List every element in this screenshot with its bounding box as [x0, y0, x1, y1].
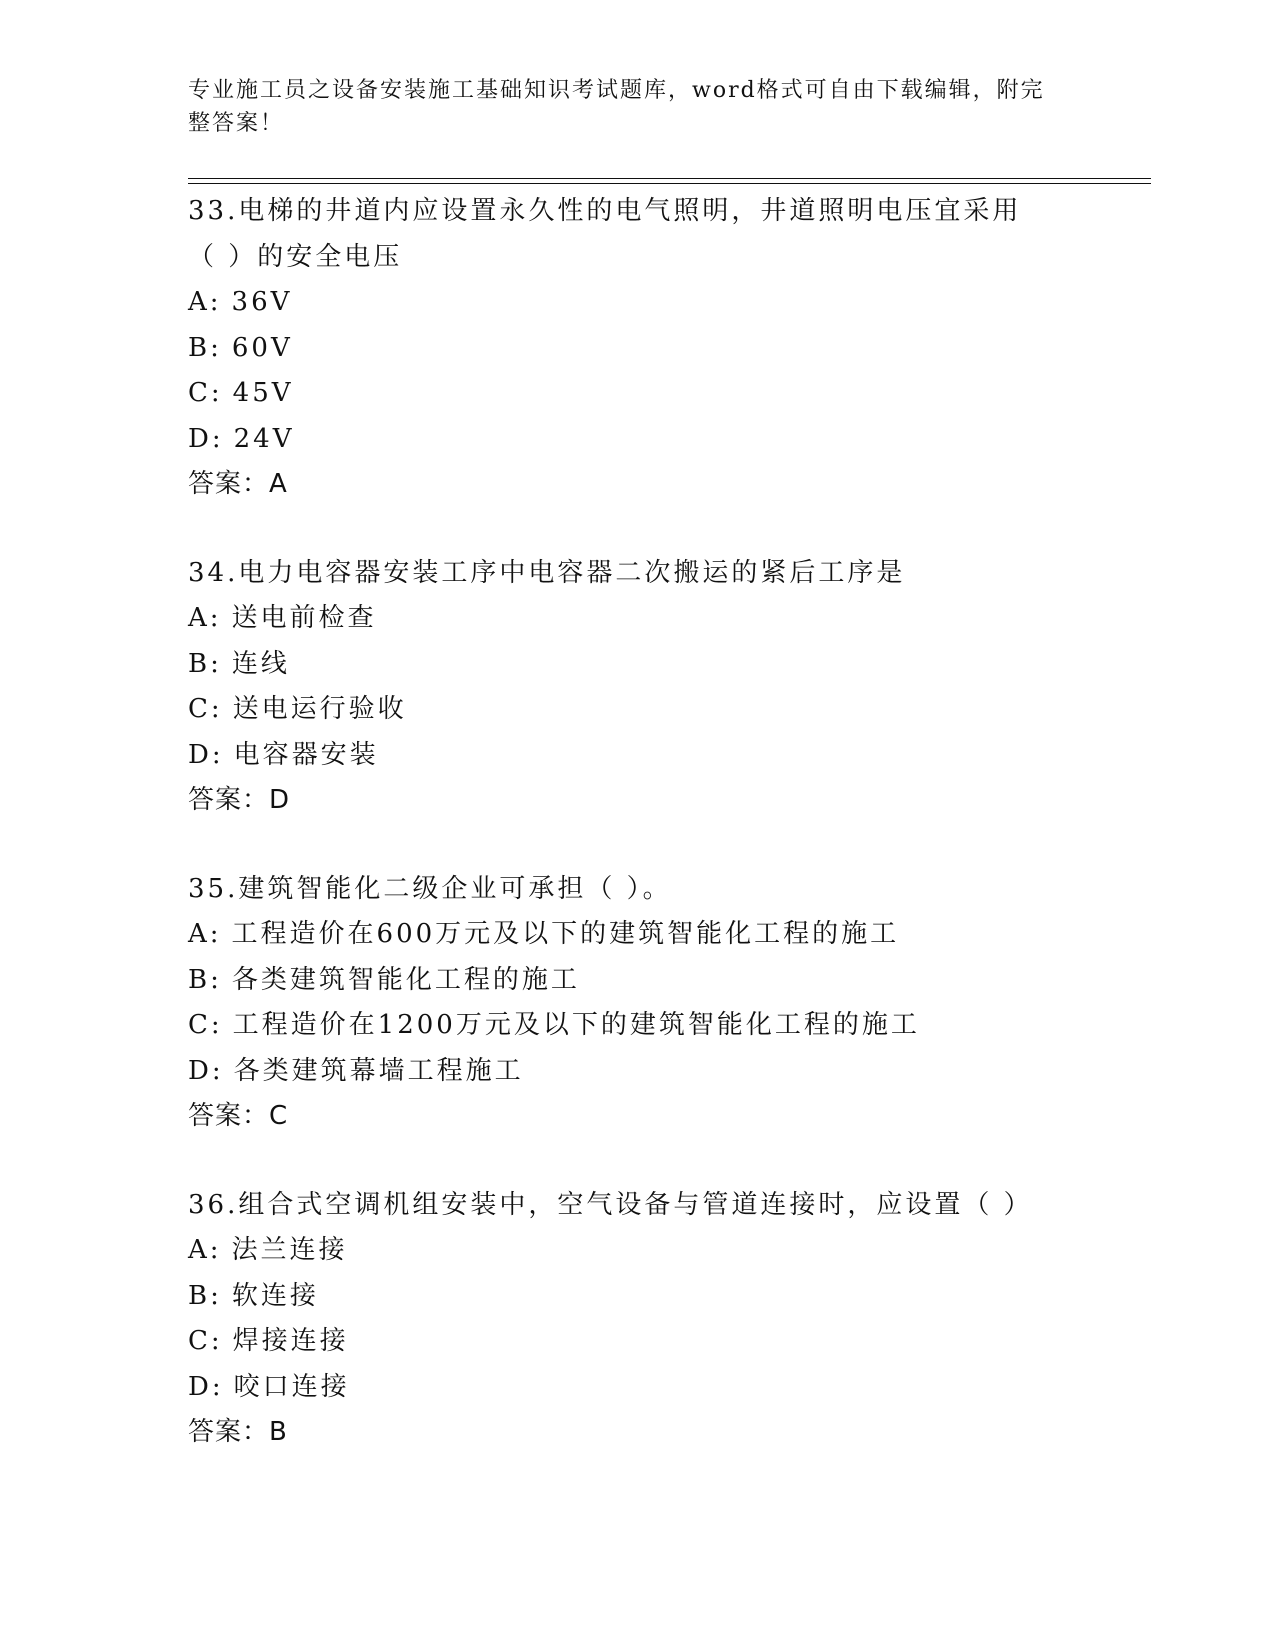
answer-line: 答案：A: [188, 469, 288, 499]
option-a: [188, 1228, 1148, 1274]
option-text: 45V: [232, 378, 294, 408]
option-text: 工程造价在1200万元及以下的建筑智能化工程的施工: [232, 1010, 920, 1040]
option-c: [188, 1319, 1148, 1365]
option-text: 软连接: [231, 1280, 319, 1311]
option-text: 送电运行验收: [232, 694, 407, 724]
option-b: [188, 1274, 1148, 1320]
option-text: 60V: [231, 332, 293, 363]
question-34: [188, 550, 1148, 822]
option-text: 24V: [233, 423, 295, 454]
question-36: [188, 1182, 1148, 1454]
option-letter: D:: [188, 1371, 224, 1402]
option-letter: C:: [188, 1010, 223, 1040]
question-stem: 36.组合式空调机组安装中，空气设备与管道连接时，应设置（ ）: [188, 1190, 1033, 1220]
question-stem: 33.电梯的井道内应设置永久性的电气照明，井道照明电压宜采用（ ）的安全电压: [188, 196, 1022, 272]
option-letter: C:: [188, 378, 223, 408]
option-letter: C:: [188, 1326, 223, 1356]
option-text: 各类建筑幕墙工程施工: [233, 1055, 524, 1086]
option-letter: D:: [188, 739, 224, 770]
option-c: [188, 371, 1148, 417]
question-35: [188, 866, 1148, 1138]
option-a: [188, 912, 1148, 958]
option-b: [188, 642, 1148, 688]
question-33: [188, 188, 1148, 506]
option-letter: B:: [188, 1280, 222, 1311]
option-text: 焊接连接: [232, 1326, 349, 1356]
option-b: [188, 326, 1148, 372]
option-letter: C:: [188, 694, 223, 724]
option-letter: D:: [188, 423, 224, 454]
option-text: 咬口连接: [233, 1371, 350, 1402]
option-text: 连线: [231, 648, 290, 679]
option-text: 送电前检查: [231, 603, 377, 633]
answer-line: 答案：C: [188, 1101, 289, 1131]
answer-line: 答案：B: [188, 1417, 288, 1447]
option-letter: A:: [188, 1235, 222, 1265]
option-d: [188, 1049, 1148, 1095]
option-c: [188, 687, 1148, 733]
header-divider-bottom: [188, 183, 1151, 184]
option-b: [188, 958, 1148, 1004]
option-text: 电容器安装: [233, 739, 379, 770]
option-d: [188, 733, 1148, 779]
option-letter: B:: [188, 964, 222, 995]
question-list: [188, 188, 1148, 1498]
option-letter: A:: [188, 919, 222, 949]
header-text: 专业施工员之设备安装施工基础知识考试题库，word格式可自由下载编辑，附完整答案！: [188, 78, 1045, 136]
option-letter: A:: [188, 287, 222, 317]
option-letter: B:: [188, 648, 222, 679]
option-c: [188, 1003, 1148, 1049]
option-text: 36V: [231, 287, 293, 317]
option-text: 各类建筑智能化工程的施工: [231, 964, 580, 995]
option-text: 法兰连接: [231, 1235, 348, 1265]
answer-line: 答案：D: [188, 785, 291, 815]
option-a: [188, 596, 1148, 642]
question-stem: 34.电力电容器安装工序中电容器二次搬运的紧后工序是: [188, 558, 906, 588]
option-letter: A:: [188, 603, 222, 633]
option-a: [188, 280, 1148, 326]
document-header: [188, 74, 1068, 140]
option-d: [188, 1365, 1148, 1411]
option-d: [188, 417, 1148, 463]
option-text: 工程造价在600万元及以下的建筑智能化工程的施工: [231, 919, 900, 949]
option-letter: D:: [188, 1055, 224, 1086]
header-divider-top: [188, 178, 1151, 179]
option-letter: B:: [188, 332, 222, 363]
question-stem: 35.建筑智能化二级企业可承担（ ）。: [188, 874, 672, 904]
